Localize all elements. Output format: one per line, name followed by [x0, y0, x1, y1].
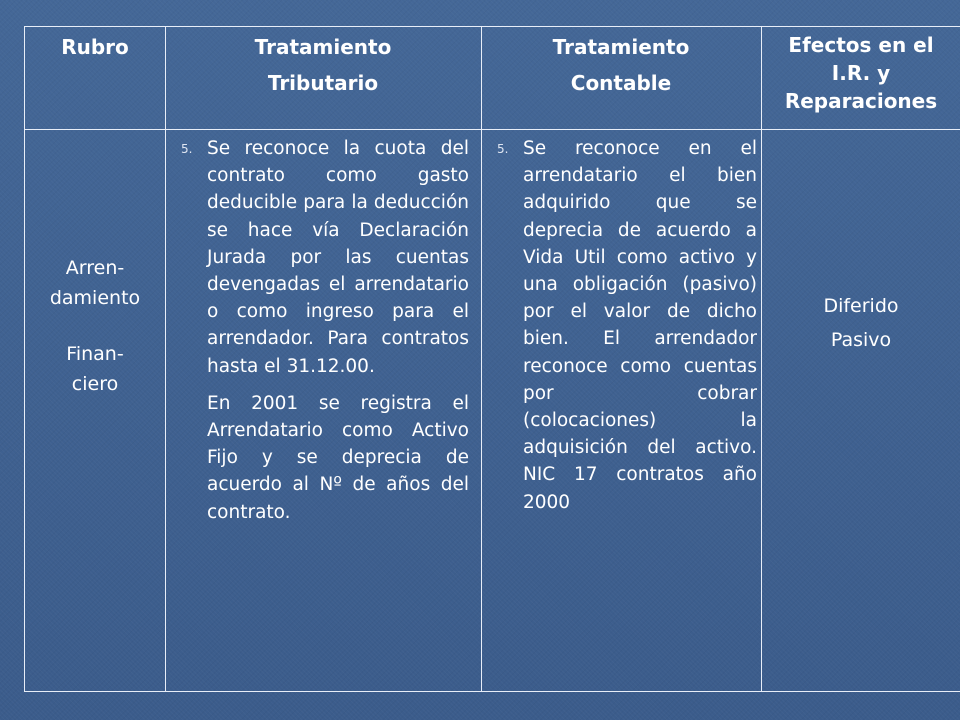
- header-efectos: Efectos en el I.R. y Reparaciones: [784, 33, 938, 113]
- item-number: 5.: [497, 142, 509, 156]
- header-divider: [25, 129, 960, 130]
- contable-text: Se reconoce en el arrendatario el bien adquirido que se deprecia de acuerdo a Vida Util como activo y una obligación (pasivo) por el valor de dicho bien. El arrendador reconoce como cuentas por cobrar (colocaciones) la adquisición del activo. NIC 17 contratos año 2000: [523, 138, 757, 513]
- column-divider: [165, 27, 166, 691]
- item-number: 5.: [181, 142, 193, 156]
- tributario-text-2: En 2001 se registra el Arrendatario como Activo Fijo y se deprecia de acuerdo al Nº de años del contrato.: [207, 392, 469, 523]
- tributario-text: Se reconoce la cuota del contrato como gasto deducible para la deducción se hace vía Declaración Jurada por las cuentas devengadas el arrendatario o como ingreso para el arrendador. Para contratos hasta el 31.12.00.: [207, 138, 469, 377]
- header-rubro: Rubro: [61, 35, 129, 59]
- column-divider: [481, 27, 482, 691]
- efectos-cell: Diferido Pasivo: [823, 295, 899, 351]
- contable-cell: [489, 135, 757, 516]
- column-divider: [761, 27, 762, 691]
- header-tratamiento-tributario: Tratamiento Tributario: [254, 35, 392, 95]
- tributario-item: [173, 135, 469, 380]
- tributario-cell: [173, 135, 469, 526]
- rubro-cell: Arren- damiento Finan- ciero: [49, 257, 141, 395]
- header-tratamiento-contable: Tratamiento Contable: [552, 35, 690, 95]
- contable-item: [489, 135, 757, 516]
- treatment-table: [24, 26, 960, 692]
